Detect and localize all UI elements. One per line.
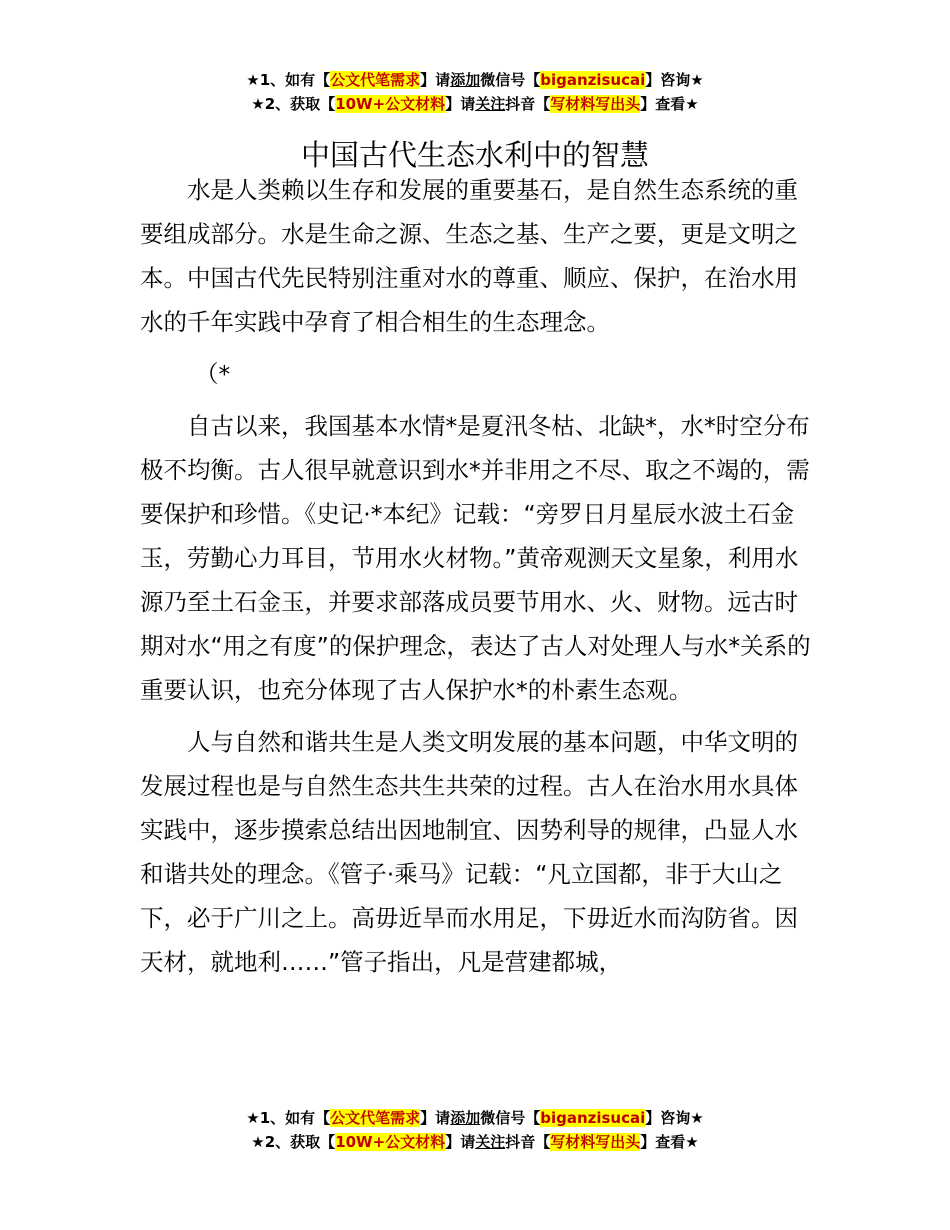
banner-highlight: 10W+公文材料 <box>335 1133 446 1151</box>
banner-line-1 <box>0 1106 950 1130</box>
banner-text: ★1、如有【 <box>246 1109 331 1127</box>
banner-highlight: 公文代笔需求 <box>330 71 421 89</box>
paragraph: 水是人类赖以生存和发展的重要基石，是自然生态系统的重要组成部分。水是生命之源、生态之基、生产之要，更是文明之本。中国古代先民特别注重对水的尊重、顺应、保护，在治水用水的千年实践中孕育了相合相生的生态理念。 <box>140 176 798 336</box>
footer-banner <box>0 1106 950 1154</box>
banner-text: ★2、获取【 <box>251 1133 336 1151</box>
banner-text: 】查看★ <box>640 95 699 113</box>
banner-underlined: 添加 <box>450 71 481 89</box>
banner-line-2 <box>0 92 950 116</box>
banner-line-2 <box>0 1130 950 1154</box>
banner-text: 】咨询★ <box>645 71 704 89</box>
banner-text: 微信号【 <box>480 1109 541 1127</box>
paragraph: 人与自然和谐共生是人类文明发展的基本问题，中华文明的发展过程也是与自然生态共生共荣的过程。古人在治水用水具体实践中，逐步摸索总结出因地制宜、因势利导的规律，凸显人水和谐共处的理念。《管子·乘马》记载：“凡立国都，非于大山之下，必于广川之上。高毋近旱而水用足，下毋近水而沟防省。因天材，就地利……”管子指出，凡是营建都城， <box>140 728 798 976</box>
banner-line-1 <box>0 68 950 92</box>
banner-text: 抖音【 <box>505 95 551 113</box>
banner-text: 微信号【 <box>480 71 541 89</box>
banner-text: 】请 <box>420 1109 451 1127</box>
banner-text: 】咨询★ <box>645 1109 704 1127</box>
document-body <box>140 168 820 992</box>
banner-highlight: 10W+公文材料 <box>335 95 446 113</box>
banner-text: ★2、获取【 <box>251 95 336 113</box>
section-marker: （* <box>195 360 231 388</box>
banner-underlined: 关注 <box>475 1133 506 1151</box>
banner-highlight: 写材料写出头 <box>550 95 641 113</box>
banner-text: 】请 <box>420 71 451 89</box>
document-title: 中国古代生态水利中的智慧 <box>300 138 649 173</box>
banner-text: 】请 <box>445 95 476 113</box>
banner-text: 】请 <box>445 1133 476 1151</box>
banner-highlight: 写材料写出头 <box>550 1133 641 1151</box>
banner-highlight: 公文代笔需求 <box>330 1109 421 1127</box>
header-banner <box>0 68 950 116</box>
banner-text: 抖音【 <box>505 1133 551 1151</box>
banner-text: ★1、如有【 <box>246 71 331 89</box>
banner-text: 】查看★ <box>640 1133 699 1151</box>
banner-highlight: biganzisucai <box>540 1109 646 1127</box>
banner-highlight: biganzisucai <box>540 71 646 89</box>
paragraph: 自古以来，我国基本水情*是夏汛冬枯、北缺*，水*时空分布极不均衡。古人很早就意识到水*并非用之不尽、取之不竭的，需要保护和珍惜。《史记·*本纪》记载：“旁罗日月星辰水波土石金玉，劳勤心力耳目，节用水火材物。”黄帝观测天文星象，利用水源乃至土石金玉，并要求部落成员要节用水、火、财物。远古时期对水“用之有度”的保护理念，表达了古人对处理人与水*关系的重要认识，也充分体现了古人保护水*的朴素生态观。 <box>140 412 811 704</box>
banner-underlined: 关注 <box>475 95 506 113</box>
banner-underlined: 添加 <box>450 1109 481 1127</box>
